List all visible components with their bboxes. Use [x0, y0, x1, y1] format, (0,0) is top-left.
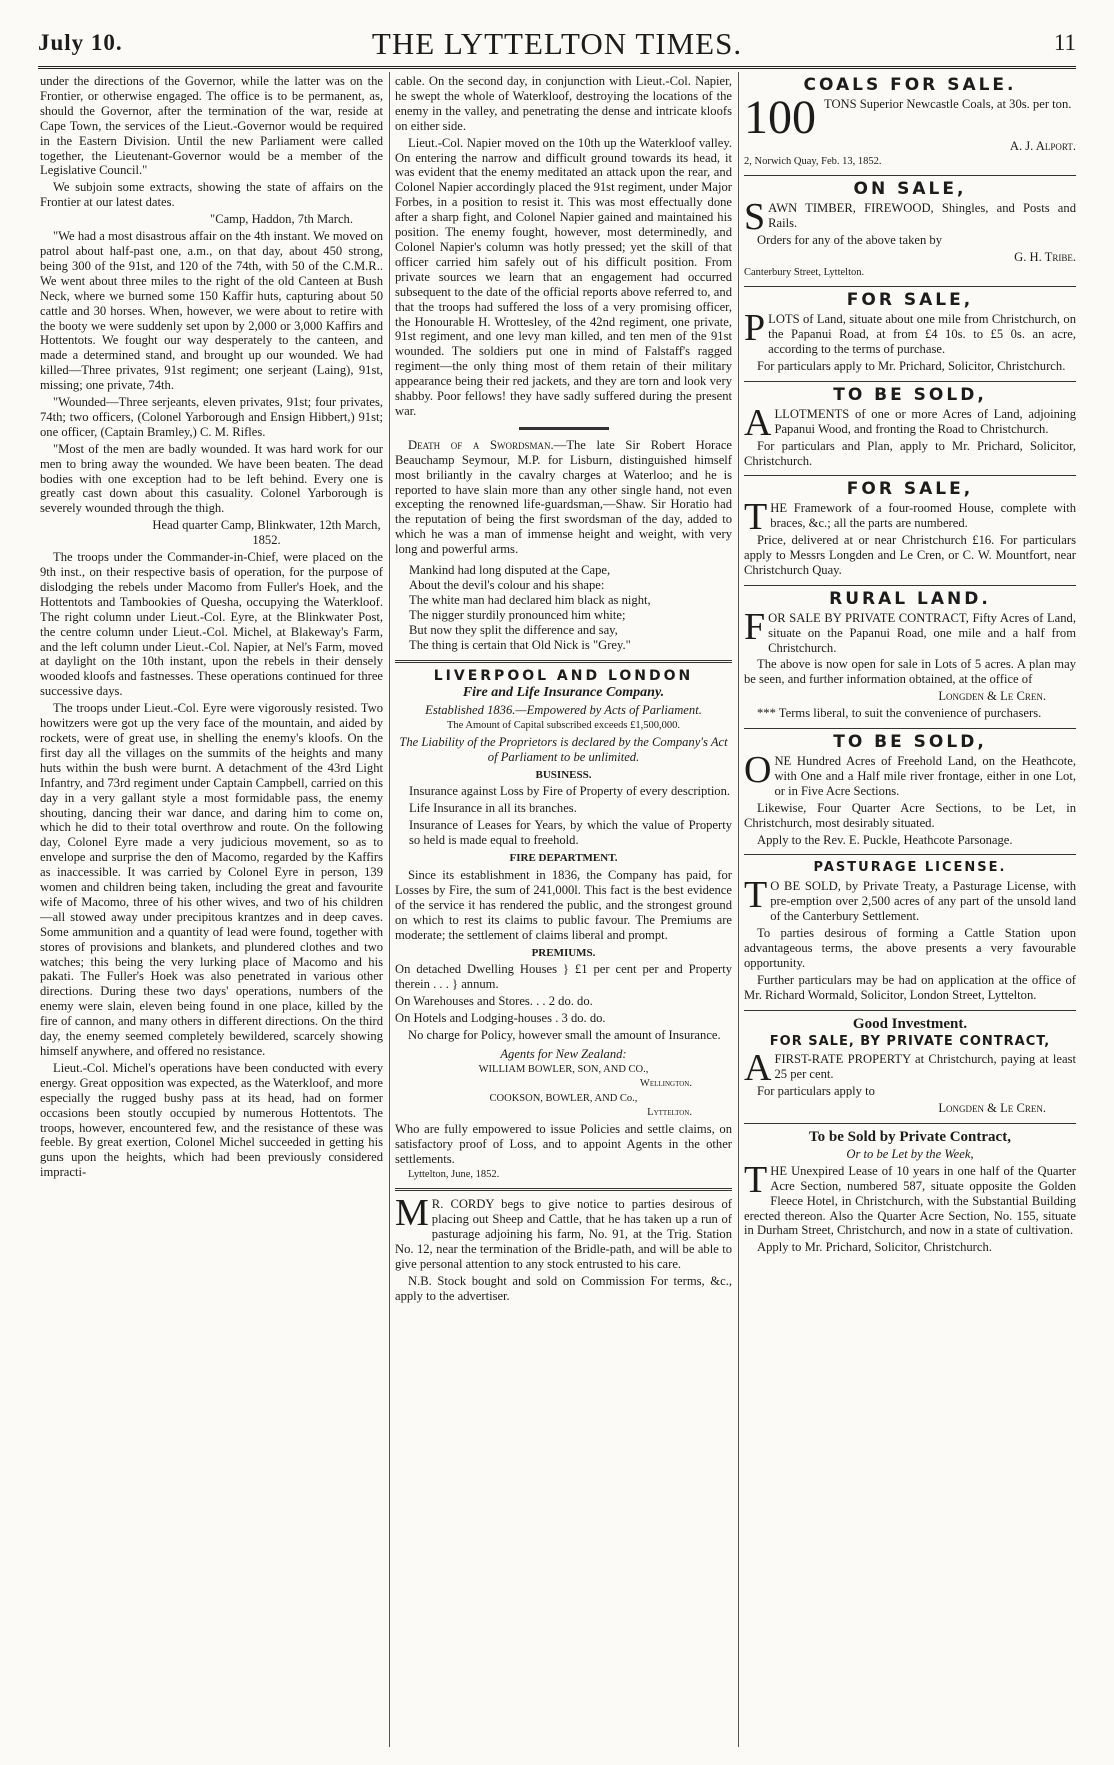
column-divider — [738, 72, 739, 1747]
rural-text-2: The above is now open for sale in Lots of 5 acres. A plan may be seen, and further information obtained, at the office of — [744, 657, 1076, 687]
insurance-date: Lyttelton, June, 1852. — [408, 1168, 500, 1180]
allotments-text: LLOTMENTS of one or more Acres of Land, adjoining Papanui Wood, and fronting the Road to Christchurch. — [774, 406, 1076, 436]
lease-apply: Apply to Mr. Prichard, Solicitor, Christchurch. — [757, 1240, 992, 1255]
drop-cap: A — [744, 401, 772, 444]
ad-signature: G. H. Tribe. — [1014, 249, 1076, 264]
freehold-text-2: Likewise, Four Quarter Acre Sections, to be Let, in Christchurch, most desirably situated. — [744, 800, 1076, 830]
pasturage-ad — [744, 874, 1076, 924]
section-rule — [395, 660, 732, 663]
masthead — [38, 26, 1076, 64]
ad-signature: A. J. Alport. — [1009, 138, 1076, 153]
plots-ad — [744, 307, 1076, 357]
lease-ad — [744, 1158, 1076, 1239]
ad-heading-on-sale: ON SALE, — [853, 179, 967, 200]
cordy-notice — [395, 1192, 732, 1272]
section-rule — [744, 728, 1076, 729]
section-rule — [744, 475, 1076, 476]
premium-note: No charge for Policy, however small the amount of Insurance. — [408, 1028, 721, 1043]
section-rule — [519, 427, 609, 430]
drop-cap: O — [744, 749, 772, 791]
column-divider — [389, 72, 390, 1747]
insurance-established: Established 1836.—Empowered by Acts of Parliament. — [425, 703, 702, 718]
house-text: HE Framework of a four-roomed House, complete with braces, &c.; all the parts are numbered. — [770, 501, 1076, 531]
rural-note: *** Terms liberal, to suit the convenience of purchasers. — [757, 706, 1042, 721]
timber-text: AWN TIMBER, FIREWOOD, Shingles, and Posts and Rails. — [768, 201, 1076, 231]
ad-heading-to-be-sold: TO BE SOLD, — [833, 732, 987, 753]
drop-cap: T — [744, 496, 768, 539]
ad-heading-good-investment: Good Investment. — [852, 1015, 968, 1032]
house-ad — [744, 496, 1076, 539]
house-price: Price, delivered at or near Christchurch £16. For particulars apply to Messrs Longden and Le Cren, or C. W. Mountfort, near Christchurch Quay. — [744, 533, 1076, 577]
column-3 — [744, 74, 1076, 1747]
section-rule — [395, 1188, 732, 1191]
article-paragraph: Lieut.-Col. Napier moved on the 10th up the Waterkloof valley. On entering the narrow and difficult ground towards its head, it was evident that the enemy meditated an attack upon the rear, and Colonel Napier accordingly placed the 91st regiment, under Major Forbes, in a position to resist it. This was most effectually done after a sharp fight, and Colonel Napier gained and maintained his position. The enemy fought, however, most determinedly, and Colonel Napier's column was hotly pressed; yet the skill of that officer carried him safely out of his difficult position. From private sources we learn that an engagement had occurred subsequent to the date of the official reports above referred to, and that the troops had suffered the loss of a very promising officer, the Honourable H. Wrottesley, of the 42nd regiment, one private, 91st regiment, and one levy man killed, and ten men of the 91st wounded. The soldiers put one in mind of Falstaff's ragged regiment—the only thing most of them retain of their military appearance being their red jackets, and they are torn and look very shabby. Poor fellows! they have sadly suffered during the present war. — [395, 135, 732, 418]
article-paragraph: "Most of the men are badly wounded. It was hard work for our men to bring away the wounded. We have been beaten. The dead bodies with one exception had to be left behind. Every one is greatly cast down about this casuality. Colonel Yarborough is severely wounded through the thigh. — [40, 441, 383, 516]
ad-heading-for-sale: FOR SALE, — [846, 479, 974, 500]
freehold-apply: Apply to the Rev. E. Puckle, Heathcote Parsonage. — [757, 832, 1013, 847]
drop-cap: F — [744, 605, 766, 648]
ad-subheading: FOR SALE, BY PRIVATE CONTRACT, — [769, 1033, 1051, 1049]
dateline: Head quarter Camp, Blinkwater, 12th March, 1852. — [152, 518, 381, 548]
plots-text: LOTS of Land, situate about one mile from Christchurch, on the Papanui Road, at from £4 10s. to £5 0s. an acre, according to the terms of purchase. — [768, 312, 1076, 357]
insurance-subtitle: Fire and Life Insurance Company. — [462, 685, 665, 701]
lease-text: HE Unexpired Lease of 10 years in one half of the Quarter Acre Section, numbered 587, situate opposite the Golden Fleece Hotel, in Christchurch, with the Substantial Building erected thereon. Also the Quarter Acre Section, No. 155, situate in Durham Street, Christchurch, and now in a state of cultivation. — [744, 1163, 1076, 1238]
column-1 — [40, 74, 383, 1747]
section-rule — [744, 381, 1076, 382]
poem-line: But now they split the difference and say, — [409, 622, 618, 637]
article-paragraph: Lieut.-Col. Michel's operations have been conducted with every energy. Great opposition was expected, as the Waterkloof, and more especially the rugged bushy pass at its head, had on former occasions been stoutly occupied by numerous Hottentots. The troops, however, encountered few, and the resistance of these was feeble. By great exertion, Colonel Michel succeeded in getting his guns upon the heights, which had been previously considered impracti- — [40, 1060, 383, 1180]
section-rule — [744, 585, 1076, 586]
ad-signature: Longden & Le Cren. — [938, 689, 1046, 704]
poem-line: The white man had declared him black as night, — [409, 592, 651, 607]
article-paragraph: The troops under the Commander-in-Chief, were placed on the 9th inst., on their respective basis of operation, for the purpose of dislodging the rebels under Macomo from Fuller's Hoek, and the Hottentots and Tambookies of Quesha, occupying the Waterkloof. The right column under Lieut.-Col. Eyre, at the Blinkwater Post, the centre column under Lieut.-Col. Michel, at Blakeway's Farm, and the left column under Lieut.-Col. Napier, at Nel's Farm, moved at daylight on the 10th instant, upon the rebels in their densely wooded kloofs and fastnesses. These operations continued for three successive days. — [40, 550, 383, 699]
agent-location: Lyttelton. — [647, 1107, 692, 1119]
rural-text: OR SALE BY PRIVATE CONTRACT, Fifty Acres of Land, situate on the Papanui Road, one mile and a half from Christchurch. — [768, 610, 1076, 655]
business-item: Insurance against Loss by Fire of Property of every description. — [409, 784, 731, 799]
pasturage-text: O BE SOLD, by Private Treaty, a Pasturage License, with pre-emption over 2,500 acres of any part of the unsold land of the Canterbury Settlement. — [770, 879, 1076, 924]
ad-heading-private-contract: To be Sold by Private Contract, — [809, 1129, 1011, 1146]
drop-cap: A — [744, 1047, 772, 1090]
article-paragraph: The troops under Lieut.-Col. Eyre were vigorously resisted. Two howitzers were got up the very face of the mountain, and aided by rockets, were of great use, in shelling the enemy's kloofs. On the first day all the villages on the summits of the heights and many huts within the bush were burnt. A detachment of the 43rd Light Infantry, and 73rd regiment under Captain Campbell, carried on this day in a very gallant style a most formidable pass, the enemy shouting, dancing their war dance, and daring him to come on, which he did to their total overthrow and route. On the following day, Colonel Eyre made a very judicious movement, so as to envelope and surprise the den of Macomo, regarded by the Kaffirs as inaccessible. It was carried by Colonel Eyre in person, 139 women and children being taken, including the great and favourite wife of Macomo, three of his other wives, and two of his children—all stowed away under precipitous krantzes and in deep caves. Some ammunition and a quantity of lead were found, together with stores of provisions and blankets, and plundered clothes and two watches; this being the very lurking place of Macomo and his pakati. The Fuller's Hoek was also penetrated in various other directions. During these two days' operations, numbers of the enemy were slain, eleven being found in one place, killed by the fire of cannon, and many others in different directions. On the third day, the enemy seemed completely bewildered, scarcely showing himself anywhere, and offered no resistance. — [40, 701, 383, 1058]
swordsman-text: —The late Sir Robert Horace Beauchamp Seymour, M.P. for Lisburn, distinguished himself most briliantly in the cavalry charges at Waterloo; and he is reported to have slain more than any other single hand, not even excepting the renowned life-guardsman,—Shaw. Sir Horatio had the reputation of being the first swordsman of the day, added to which he was a man of immense height and weight, with very long and powerful arms. — [395, 437, 732, 557]
fire-department-text: Since its establishment in 1836, the Company has paid, for Losses by Fire, the sum of 241,000l. This fact is the best evidence of the service it has rendered the public, and the strongest ground on which to rest its claims to public favour. The Premiums are moderate; the settlement of claims liberal and prompt. — [395, 868, 732, 942]
newspaper-title: THE LYTTELTON TIMES. — [371, 26, 743, 61]
allotments-particulars: For particulars and Plan, apply to Mr. Prichard, Solicitor, Christchurch. — [744, 438, 1076, 468]
ad-heading-coals: COALS FOR SALE. — [803, 75, 1017, 95]
coals-ad — [744, 90, 1076, 144]
agent-name: WILLIAM BOWLER, SON, AND CO., — [478, 1063, 649, 1075]
header-rule — [38, 66, 1076, 69]
ad-signature: Longden & Le Cren. — [938, 1101, 1046, 1116]
premiums-heading: PREMIUMS. — [531, 946, 596, 959]
ad-heading-to-be-sold: TO BE SOLD, — [833, 384, 987, 405]
drop-cap: S — [744, 196, 766, 239]
timber-ad — [744, 196, 1076, 239]
section-rule — [744, 1010, 1076, 1011]
ad-subheading: Or to be Let by the Week, — [846, 1146, 974, 1161]
freehold-ad — [744, 749, 1076, 799]
article-paragraph: under the directions of the Governor, while the latter was on the Frontier, or otherwise engaged. The office is to be permanent, as, should the Governor, after the termination of the war, reside at Cape Town, the services of the Lieut.-Governor would be required in the Eastern Division. Until the new Parliament were called together, the Lieutenant-Governor would be a member of the Legislative Council." — [40, 74, 383, 178]
page-number: 11 — [1053, 30, 1076, 55]
agents-heading: Agents for New Zealand: — [500, 1046, 627, 1061]
premium-item: On Warehouses and Stores. . . 2 do. do. — [395, 994, 593, 1009]
insurance-liability: The Liability of the Proprietors is declared by the Company's Act of Parliament to be unlimited. — [399, 734, 728, 764]
premium-item: On Hotels and Lodging-houses . 3 do. do. — [395, 1011, 606, 1026]
agent-name: COOKSON, BOWLER, AND Co., — [489, 1092, 638, 1104]
drop-cap: M — [395, 1192, 429, 1235]
ad-heading-rural-land: RURAL LAND. — [829, 588, 991, 609]
poem-line: The thing is certain that Old Nick is "Grey." — [409, 637, 631, 652]
allotments-ad — [744, 401, 1076, 444]
swordsman-lead: Death of a Swordsman. — [408, 437, 554, 452]
premium-item: On detached Dwelling Houses } £1 per cent per and Property therein . . . } annum. — [395, 962, 732, 992]
section-rule — [744, 1123, 1076, 1124]
issue-date: July 10. — [38, 30, 123, 55]
insurance-capital: The Amount of Capital subscribed exceeds £1,500,000. — [447, 720, 680, 732]
section-rule — [744, 175, 1076, 176]
fire-department-heading: FIRE DEPARTMENT. — [509, 852, 618, 865]
business-item: Life Insurance in all its branches. — [409, 801, 577, 816]
investment-ad — [744, 1047, 1076, 1090]
article-paragraph: We subjoin some extracts, showing the state of affairs on the Frontier at our latest dates. — [40, 180, 383, 210]
article-paragraph: cable. On the second day, in conjunction with Lieut.-Col. Napier, he swept the whole of Waterkloof, destroying the locations of the enemy in the valley, and penetrating the dense and intricate kloofs on either side. — [395, 74, 732, 133]
dateline: "Camp, Haddon, 7th March. — [210, 212, 353, 227]
drop-cap: T — [744, 874, 768, 917]
poem-line: Mankind had long disputed at the Cape, — [409, 563, 611, 578]
investment-text: FIRST-RATE PROPERTY at Christchurch, paying at least 25 per cent. — [774, 1052, 1076, 1082]
section-rule — [744, 854, 1076, 855]
insurance-title: LIVERPOOL AND LONDON — [433, 667, 694, 684]
cordy-note: N.B. Stock bought and sold on Commission For terms, &c., apply to the advertiser. — [395, 1273, 732, 1303]
cordy-text: R. CORDY begs to give notice to parties desirous of placing out Sheep and Cattle, that he has taken up a run of pasturage adjoining his farm, No. 91, at the Trig. Station No. 12, near the termination of the Bridle-path, and will be able to give personal attention to any stock entrusted to his care. — [395, 1197, 732, 1271]
article-paragraph: "Wounded—Three serjeants, eleven privates, 91st; four privates, 74th; two officers, (Colonel Yarborough and Ensign Hibbert,) 91st; one officer, (Captain Bramley,) C. M. Rifles. — [40, 395, 383, 439]
timber-orders: Orders for any of the above taken by — [757, 233, 942, 248]
pasturage-text-2: To parties desirous of forming a Cattle Station upon advantageous terms, the above presents a very favourable opportunity. — [744, 926, 1076, 970]
rural-ad — [744, 605, 1076, 656]
freehold-text: NE Hundred Acres of Freehold Land, on the Heathcote, with One and a Half mile river frontage, either in one Lot, or in Five Acre Sections. — [774, 754, 1076, 798]
column-2 — [395, 74, 732, 1747]
article-paragraph: "We had a most disastrous affair on the 4th instant. We moved on patrol about half-past one, a.m., on that day, about 450 strong, being 300 of the 91st, and 120 of the 74th, with 50 of the C.M.R.. We went about three miles to the right of the old Canteen at Bush Neck, where we burned some 150 Kaffir huts, capturing about 50 cattle and 30 horses. When, however, we were about to retire with the booty we were suddenly set upon by 2,000 or 3,000 Kaffirs and Hottentots. We fought our way desperately to the canteen, and made a determined stand, and brought up our wounded. We had killed—Three privates, 91st regiment; one serjeant (Laing), 91st, missing; one private, 74th. — [40, 229, 383, 393]
insurance-closing: Who are fully empowered to issue Policies and settle claims, on satisfactory proof of Loss, and to appoint Agents in the other settlements. — [395, 1121, 732, 1166]
coals-text: TONS Superior Newcastle Coals, at 30s. per ton. — [824, 96, 1072, 111]
swordsman-paragraph — [395, 438, 732, 557]
poem-line: About the devil's colour and his shape: — [409, 578, 605, 592]
investment-particulars: For particulars apply to — [757, 1084, 875, 1099]
pasturage-text-3: Further particulars may be had on application at the office of Mr. Richard Wormald, Solicitor, London Street, Lyttelton. — [744, 972, 1076, 1002]
poem-line: The nigger sturdily pronounced him white; — [409, 607, 626, 622]
section-rule — [744, 286, 1076, 287]
coals-quantity: 100 — [744, 90, 816, 144]
drop-cap: T — [744, 1158, 768, 1201]
drop-cap: P — [744, 307, 766, 350]
business-item: Insurance of Leases for Years, by which the value of Property so held is made equal to freehold. — [409, 818, 732, 848]
poem — [395, 563, 732, 652]
ad-address: 2, Norwich Quay, Feb. 13, 1852. — [744, 155, 882, 167]
plots-particulars: For particulars apply to Mr. Prichard, Solicitor, Christchurch. — [757, 358, 1066, 373]
business-heading: BUSINESS. — [535, 768, 592, 781]
ad-heading-for-sale: FOR SALE, — [846, 290, 974, 311]
ad-heading-pasturage: PASTURAGE LICENSE. — [813, 860, 1007, 876]
ad-address: Canterbury Street, Lyttelton. — [744, 266, 865, 278]
agent-location: Wellington. — [639, 1078, 692, 1090]
